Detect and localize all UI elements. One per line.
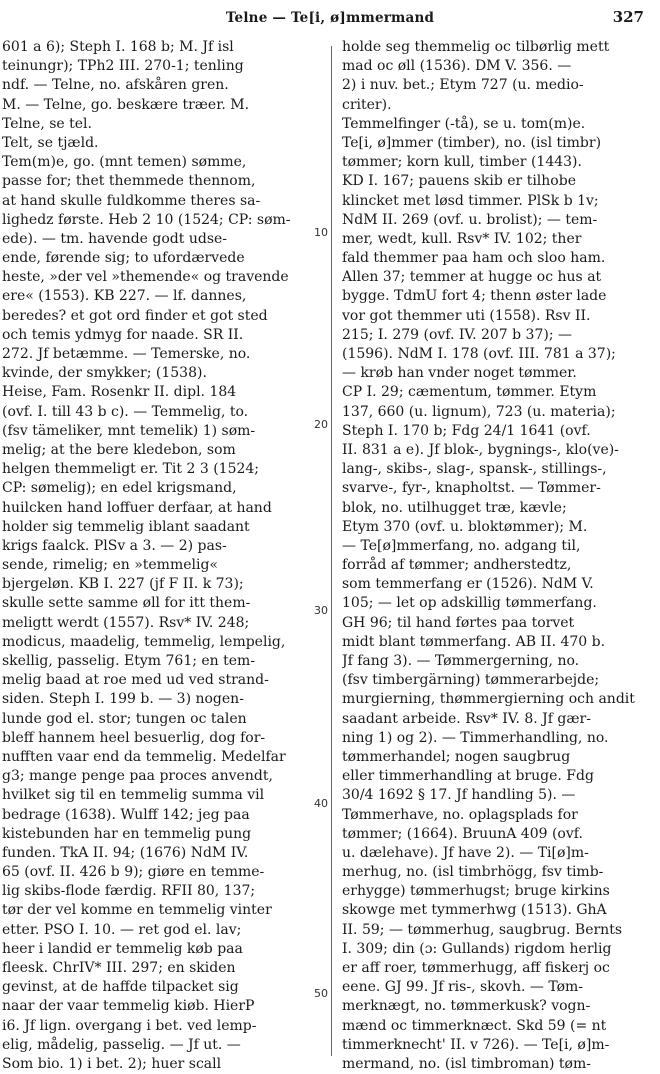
text-line: mad oc øll (1536). DM V. 356. — (342, 58, 572, 75)
text-line: i6. Jf lign. overgang i bet. ved lemp- (2, 1017, 257, 1034)
text-line: ende, førende sig; to ufordærvede (2, 250, 245, 267)
text-line: eller timmerhandling at bruge. Fdg (342, 768, 594, 785)
text-line: gevinst, at de haffde tilpacket sig (2, 979, 239, 996)
text-line: 137, 660 (u. lignum), 723 (u. materia); (342, 403, 616, 420)
text-line: Jf fang 3). — Tømmergerning, no. (342, 653, 580, 669)
right-column (342, 38, 652, 1074)
text-line: kvinde, der smykker; (1538). (2, 365, 207, 382)
text-line: g3; mange penge paa proces anvendt, (2, 768, 273, 785)
text-line: tømmerhandel; nogen saugbrug (342, 748, 571, 765)
text-line: 215; I. 279 (ovf. IV. 207 b 37); — (342, 326, 572, 343)
text-line: 601 a 6); Steph I. 168 b; M. Jf isl (2, 39, 234, 55)
text-line: blok, no. utilhugget træ, kævle; (342, 499, 567, 516)
text-line: nufften vaar end da temmelig. Medelfar (2, 748, 286, 765)
text-line: bjergeløn. KB I. 227 (jf F II. k 73); (2, 576, 244, 593)
text-line: lig skibs-flode færdig. RFII 80, 137; (2, 883, 256, 900)
text-line: klincket met løsd timmer. PlSk b 1v; (342, 192, 599, 209)
column-divider (331, 46, 332, 1056)
text-line: murgierning, thømmergierning och andit (342, 691, 635, 708)
text-line: KD I. 167; pauens skib er tilhobe (342, 173, 576, 190)
text-line: Telne, se tel. (2, 115, 92, 132)
text-line: 30/4 1692 § 17. Jf handling 5). — (342, 787, 576, 804)
text-line: teinungr); TPh2 III. 270-1; tenling (2, 58, 244, 75)
left-column (2, 38, 322, 1074)
text-line: siden. Steph I. 199 b. — 3) nogen- (2, 691, 244, 708)
text-line: hvilket sig til en temmelig summa vil (2, 787, 265, 804)
text-line: tømmer; korn kull, timber (1443). (342, 154, 582, 171)
text-line: ede). — tm. havende godt udse- (2, 230, 228, 247)
text-line: mer, wedt, kull. Rsv* IV. 102; ther (342, 230, 582, 247)
text-line: II. 59; — tømmerhug, saugbrug. Bernts (342, 921, 623, 938)
text-line: helgen themmeligt er. Tit 2 3 (1524; (2, 461, 260, 478)
text-line: Tem(m)e, go. (mnt temen) sømme, (2, 154, 247, 171)
text-line: vor got themmer uti (1558). Rsv II. (342, 307, 591, 324)
text-line: — krøb han vnder noget tømmer. (342, 365, 577, 382)
text-line: merknægt, no. tømmerkusk? vogn- (342, 998, 591, 1015)
text-line: tømmer; (1664). BruunA 409 (ovf. (342, 825, 583, 842)
text-line: som temmerfang er (1526). NdM V. (342, 576, 594, 593)
text-line: sende, rimelig; en »temmelig« (2, 557, 218, 574)
text-line: svarve-, fyr-, knapholtst. — Tømmer- (342, 480, 601, 497)
text-line: holder sig temmelig iblant saadant (2, 518, 250, 535)
text-line: at hand skulle fuldkomme theres sa- (2, 192, 261, 209)
text-line: passe for; thet themmede thennom, (2, 173, 256, 190)
text-line: 2) i nuv. bet.; Etym 727 (u. medio- (342, 77, 584, 94)
line-number: 50 (314, 987, 328, 1000)
text-line: Etym 370 (ovf. u. bloktømmer); M. (342, 518, 588, 535)
text-line: Tømmerhave, no. oplagsplads for (342, 806, 578, 823)
line-number: 30 (314, 604, 328, 617)
line-number: 40 (314, 797, 328, 810)
text-line: saadant arbeide. Rsv* IV. 8. Jf gær- (342, 710, 591, 727)
text-line: Telt, se tjæld. (2, 134, 99, 151)
text-line: lunde god el. stor; tungen oc talen (2, 710, 247, 727)
text-line: funden. TkA II. 94; (1676) NdM IV. (2, 844, 249, 861)
text-line: 272. Jf betæmme. — Temerske, no. (2, 346, 251, 362)
text-line: u. dælehave). Jf have 2). — Ti[ø]m- (342, 844, 589, 861)
text-line: ndf. — Telne, no. afskåren gren. (2, 77, 229, 94)
text-line: — Te[ø]mmerfang, no. adgang til, (342, 537, 581, 554)
text-line: naar der vaar temmelig kiøb. HierP (2, 998, 255, 1015)
text-line: beredes? et got ord finder et got sted (2, 307, 268, 324)
text-line: elig, mådelig, passelig. — Jf ut. — (2, 1036, 241, 1053)
text-line: lighedz første. Heb 2 10 (1524; CP: søm- (2, 211, 291, 228)
text-line: kistebunden har en temmelig pung (2, 825, 252, 842)
text-line: erhygge) tømmerhugst; bruge kirkins (342, 883, 610, 900)
text-line: CP: sømelig); en edel krigsmand, (2, 480, 237, 497)
text-line: Som bio. 1) i bet. 2); huer scall (2, 1055, 222, 1072)
text-line: melig; at the bere kledebon, som (2, 441, 236, 458)
text-line: skellig, passelig. Etym 761; en tem- (2, 653, 256, 669)
text-line: Temmelfinger (-tå), se u. tom(m)e. (342, 115, 586, 132)
text-line: eene. GJ 99. Jf ris-, skovh. — Tøm- (342, 979, 584, 996)
text-line: etter. PSO I. 10. — ret god el. lav; (2, 921, 242, 938)
text-line: huilcken hand loffuer derfaar, at hand (2, 499, 272, 516)
text-line: 65 (ovf. II. 426 b 9); giøre en temme- (2, 864, 265, 881)
text-line: NdM II. 269 (ovf. u. brolist); — tem- (342, 211, 598, 228)
page-number: 327 (612, 8, 644, 26)
text-line: (fsv timbergärning) tømmerarbejde; (342, 672, 600, 689)
text-line: Heise, Fam. Rosenkr II. dipl. 184 (2, 384, 237, 401)
text-line: ere« (1553). KB 227. — lf. dannes, (2, 288, 247, 305)
text-line: skowge met tymmerhwg (1513). GhA (342, 902, 607, 919)
text-line: mænd oc timmerknæct. Skd 59 (= nt (342, 1017, 607, 1034)
text-line: timmerknecht' II. v 726). — Te[i, ø]m- (342, 1036, 610, 1053)
text-line: er aff roer, tømmerhugg, aff fiskerj oc (342, 960, 610, 976)
text-line: krigs faalck. PlSv a 3. — 2) pas- (2, 537, 227, 554)
text-line: fald themmer paa ham och sloo ham. (342, 250, 606, 267)
text-line: och temis ydmyg for naade. SR II. (2, 326, 244, 343)
text-line: heer i landid er temmelig køb paa (2, 940, 243, 957)
text-line: midt blant tømmerfang. AB II. 470 b. (342, 633, 606, 650)
text-line: CP I. 29; cæmentum, tømmer. Etym (342, 384, 597, 401)
text-line: modicus, maadelig, temmelig, lempelig, (2, 633, 286, 650)
text-line: bleff hannem heel besuerlig, dog for- (2, 729, 266, 746)
text-line: (ovf. I. till 43 b c). — Temmelig, to. (2, 403, 249, 420)
text-line: GH 96; til hand førtes paa torvet (342, 614, 575, 631)
line-number: 20 (314, 418, 328, 431)
text-line: bygge. TdmU fort 4; thenn øster lade (342, 288, 607, 305)
text-line: criter). (342, 96, 392, 113)
text-line: holde seg themmelig oc tilbørlig mett (342, 39, 610, 55)
text-line: mermand, no. (isl timbroman) tøm- (342, 1055, 591, 1072)
text-line: I. 309; din (ɔ: Gullands) rigdom herlig (342, 940, 612, 957)
line-number: 10 (314, 226, 328, 239)
text-line: meligtt werdt (1557). Rsv* IV. 248; (2, 614, 250, 631)
text-line: tør der vel komme en temmelig vinter (2, 902, 272, 919)
text-line: 105; — let op adskillig tømmerfang. (342, 595, 597, 612)
page-header (0, 8, 660, 30)
text-line: melig baad at roe med ud ved strand- (2, 672, 269, 689)
text-line: Te[i, ø]mmer (timber), no. (isl timbr) (342, 134, 602, 151)
text-line: II. 831 a e). Jf blok-, bygnings-, klo(ve)- (342, 441, 619, 458)
text-line: forråd af tømmer; andherstedtz, (342, 557, 572, 574)
text-line: (fsv tämeliker, mnt temelik) 1) søm- (2, 422, 256, 439)
text-line: merhug, no. (isl timbrhögg, fsv timb- (342, 864, 604, 881)
text-line: lang-, skibs-, slag-, spansk-, stillings-, (342, 461, 607, 478)
text-line: skulle sette samme øll for itt them- (2, 595, 251, 612)
text-line: heste, »der vel »themende« og travende (2, 269, 289, 286)
running-head: Telne — Te[i, ø]mmermand (225, 10, 435, 26)
text-line: Steph I. 170 b; Fdg 24/1 1641 (ovf. (342, 422, 591, 439)
text-line: Allen 37; temmer at hugge oc hus at (342, 269, 602, 286)
text-line: bedrage (1638). Wulff 142; jeg paa (2, 806, 250, 823)
text-line: fleesk. ChrIV* III. 297; en skiden (2, 960, 236, 976)
text-line: (1596). NdM I. 178 (ovf. III. 781 a 37); (342, 346, 616, 362)
text-line: M. — Telne, go. beskære træer. M. (2, 96, 250, 113)
text-line: ning 1) og 2). — Timmerhandling, no. (342, 729, 609, 746)
